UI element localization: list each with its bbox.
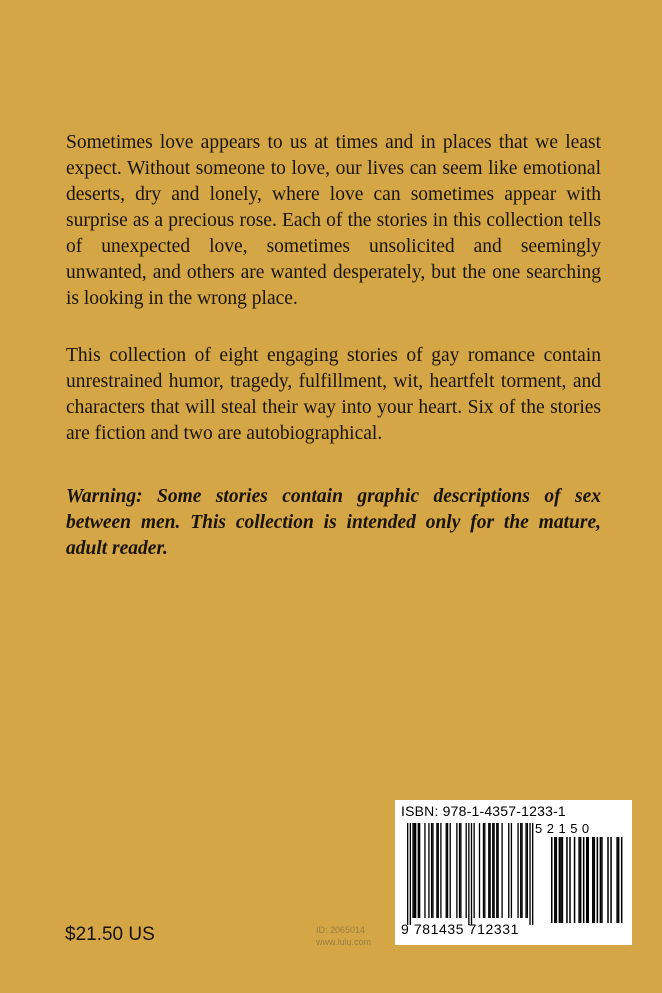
barcode-bar xyxy=(446,823,447,918)
barcode-bar xyxy=(424,823,425,918)
barcode-bar xyxy=(483,823,484,918)
barcode-bar xyxy=(488,823,489,918)
barcode-bar xyxy=(410,823,411,925)
barcode-bar xyxy=(616,837,618,923)
barcode-bar xyxy=(414,823,415,918)
barcode-bar xyxy=(517,823,518,918)
barcode-bar xyxy=(412,823,413,918)
barcode-bar xyxy=(492,823,493,918)
barcode-bar xyxy=(428,823,429,918)
barcode-bar xyxy=(594,837,596,923)
barcode-bar xyxy=(460,823,461,918)
barcode-bar xyxy=(597,837,599,923)
barcode-bar xyxy=(493,823,494,918)
barcode-bar xyxy=(607,837,609,923)
barcode-bar xyxy=(556,837,558,923)
barcode-bar xyxy=(618,837,620,923)
barcode-bar xyxy=(562,837,564,923)
ean13-barcode xyxy=(407,823,537,925)
barcode-bar xyxy=(407,823,408,925)
barcode-bar xyxy=(479,823,480,918)
barcode-bar xyxy=(520,823,521,918)
content-warning: Warning: Some stories contain graphic descriptions of sex between men. This collection is intended only for the mature, adult reader. xyxy=(66,486,601,559)
barcode-bar xyxy=(610,837,612,923)
barcode-bar xyxy=(578,837,580,923)
barcode-bar xyxy=(592,837,594,923)
barcode-bar xyxy=(511,823,512,918)
barcode-bar xyxy=(496,823,497,918)
barcode-bar xyxy=(574,837,576,923)
barcode-bar xyxy=(586,837,588,923)
barcode-bar xyxy=(527,823,528,918)
barcode-bar xyxy=(532,823,533,925)
barcode-bar xyxy=(559,837,561,923)
barcode-bar xyxy=(418,823,419,918)
barcode-bar xyxy=(600,837,602,923)
barcode-bar xyxy=(436,823,437,918)
barcode-bar xyxy=(580,837,582,923)
isbn-label: ISBN: 978-1-4357-1233-1 xyxy=(401,803,566,819)
barcode-bar xyxy=(431,823,432,918)
barcode-bar xyxy=(456,823,457,918)
barcode-bar xyxy=(601,837,603,923)
barcode-bar xyxy=(569,837,571,923)
lulu-url: www.lulu.com xyxy=(316,937,372,947)
publisher-info xyxy=(316,924,371,948)
barcode-bar xyxy=(484,823,485,918)
barcode-bar xyxy=(471,823,472,925)
barcode-bar xyxy=(466,823,467,918)
barcode-bar xyxy=(587,837,589,923)
barcode-bar xyxy=(508,823,509,918)
barcode-bar xyxy=(554,837,556,923)
barcode-bar xyxy=(447,823,448,918)
barcode-bar xyxy=(415,823,416,918)
isbn-barcode-box xyxy=(395,800,632,945)
barcode-bar xyxy=(459,823,460,918)
barcode-bar xyxy=(497,823,498,918)
barcode-bar xyxy=(489,823,490,918)
barcode-bar xyxy=(529,823,530,925)
barcode-bar xyxy=(583,837,585,923)
barcode-bar xyxy=(560,837,562,923)
price-addon-digits: 52150 xyxy=(535,821,594,836)
barcode-bar xyxy=(525,823,526,918)
barcode-bar xyxy=(450,823,451,918)
barcode-bar xyxy=(551,837,553,923)
blurb-paragraph-1: Sometimes love appears to us at times and in places that we least expect. Without someone to love, our lives can seem like emotional deserts, dry and lonely, where love can sometimes appear with surprise as a precious rose. Each of the stories in this collection tells of unexpected love, sometimes unsolicited and seemingly unwanted, and others are wanted desperately, but the one searching is looking in the wrong place. xyxy=(66,132,601,309)
addon-barcode xyxy=(551,837,623,923)
barcode-bar xyxy=(474,823,475,918)
barcode-bar xyxy=(438,823,439,918)
price-label: $21.50 US xyxy=(65,924,155,945)
barcode-bar xyxy=(440,823,441,918)
lulu-id: ID: 2065014 xyxy=(316,925,366,935)
barcode-bar xyxy=(432,823,433,918)
ean-digits: 9 781435 712331 xyxy=(401,921,519,937)
barcode-bar xyxy=(419,823,420,918)
blurb-paragraph-2: This collection of eight engaging stories of gay romance contain unrestrained humor, tragedy, fulfillment, wit, heartfelt torment, and characters that will steal their way into your heart. Six of the stories are fiction and two are autobiographical. xyxy=(66,345,601,444)
barcode-bar xyxy=(501,823,502,918)
barcode-bar xyxy=(566,837,568,923)
barcode-bar xyxy=(468,823,469,925)
barcode-bar xyxy=(621,837,623,923)
barcode-bar xyxy=(521,823,522,918)
